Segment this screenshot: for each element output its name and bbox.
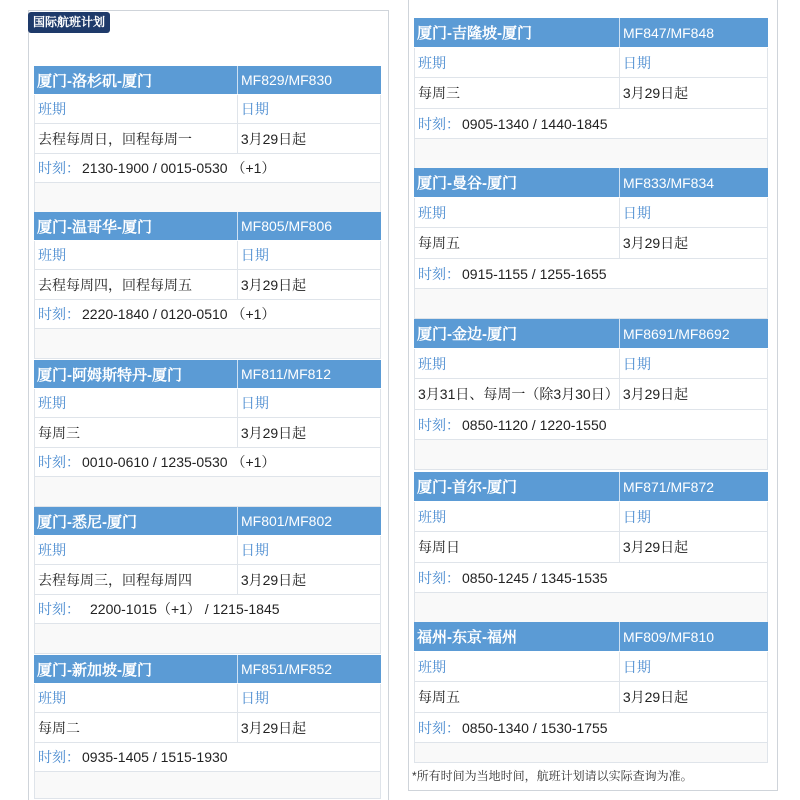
section-badge: 国际航班计划 [28, 12, 110, 33]
time-cell [415, 410, 767, 439]
spacer-row [34, 329, 381, 359]
value-row [414, 532, 768, 563]
start-date-value: 3月29日起 [619, 532, 767, 562]
schedule-value: 每周二 [38, 719, 80, 736]
date-label: 日期 [619, 502, 767, 531]
schedule-value: 每周五 [418, 235, 460, 251]
spacer-row [414, 743, 768, 763]
flight-card [414, 168, 768, 319]
route-name: 厦门-首尔-厦门 [417, 479, 517, 496]
card-header [34, 66, 381, 95]
date-label: 日期 [619, 349, 767, 378]
flight-card [34, 360, 381, 507]
time-row [414, 410, 768, 440]
card-header [414, 18, 768, 48]
label-row [414, 502, 768, 532]
route-name: 厦门-洛杉矶-厦门 [37, 72, 152, 90]
time-value: 0850-1245 / 1345-1535 [462, 569, 608, 586]
schedule-label: 班期 [418, 355, 446, 372]
route-name: 厦门-吉隆坡-厦门 [417, 25, 532, 42]
flight-card [34, 66, 381, 213]
label-row [34, 536, 381, 565]
time-label: 时刻： [38, 601, 80, 617]
card-header [34, 360, 381, 389]
time-row [414, 259, 768, 289]
time-label: 时刻： [418, 265, 460, 282]
route-name: 福州-东京-福州 [417, 629, 517, 646]
start-date-value: 3月29日起 [619, 682, 767, 712]
time-label: 时刻： [38, 454, 80, 470]
time-value: 0850-1340 / 1530-1755 [462, 719, 608, 736]
route-name: 厦门-阿姆斯特丹-厦门 [37, 366, 182, 384]
card-header [414, 622, 768, 652]
schedule-label: 班期 [38, 542, 66, 558]
time-value: 0010-0610 / 1235-0530 （+1） [82, 454, 276, 470]
flight-numbers: MF801/MF802 [237, 507, 381, 535]
date-label: 日期 [237, 389, 380, 417]
route-name: 厦门-金边-厦门 [417, 326, 517, 343]
time-label: 时刻： [418, 115, 460, 132]
value-row [34, 565, 381, 595]
schedule-label: 班期 [38, 101, 66, 117]
time-label: 时刻： [418, 416, 460, 433]
flight-card [414, 472, 768, 623]
flight-card [34, 655, 381, 799]
spacer-row [414, 139, 768, 169]
label-row [34, 389, 381, 418]
card-header [414, 168, 768, 198]
card-header [414, 319, 768, 349]
time-value: 2130-1900 / 0015-0530 （+1） [82, 160, 276, 176]
spacer-row [34, 477, 381, 507]
start-date-value: 3月29日起 [619, 228, 767, 258]
time-cell [35, 154, 380, 182]
schedule-label: 班期 [38, 395, 66, 411]
time-row [414, 713, 768, 743]
flight-numbers: MF805/MF806 [237, 212, 381, 240]
time-cell [415, 713, 767, 742]
schedule-label: 班期 [38, 690, 66, 706]
flight-card [414, 319, 768, 470]
time-value: 2220-1840 / 0120-0510 （+1） [82, 306, 276, 322]
time-row [34, 448, 381, 477]
time-label: 时刻： [418, 719, 460, 736]
label-row [34, 95, 381, 124]
label-row [414, 652, 768, 682]
value-row [414, 682, 768, 713]
flight-numbers: MF809/MF810 [619, 622, 768, 651]
value-row [34, 270, 381, 300]
time-label: 时刻： [38, 160, 80, 176]
label-row [34, 241, 381, 270]
label-row [34, 684, 381, 713]
time-row [414, 109, 768, 139]
start-date-value: 3月29日起 [237, 565, 380, 594]
time-row [34, 300, 381, 329]
time-row [34, 595, 381, 624]
value-row [414, 379, 768, 410]
schedule-value: 去程每周三，回程每周四 [38, 571, 192, 588]
time-cell [35, 595, 380, 623]
value-row [34, 418, 381, 448]
time-cell [415, 563, 767, 592]
flight-numbers: MF847/MF848 [619, 18, 768, 47]
start-date-value: 3月29日起 [237, 124, 380, 153]
start-date-value: 3月29日起 [237, 270, 380, 299]
card-header [34, 212, 381, 241]
start-date-value: 3月29日起 [237, 713, 380, 742]
schedule-value: 每周三 [38, 424, 80, 441]
schedule-label: 班期 [418, 658, 446, 675]
schedule-value: 每周五 [418, 689, 460, 705]
time-cell [35, 743, 380, 771]
start-date-value: 3月29日起 [619, 379, 767, 409]
time-value: 0850-1120 / 1220-1550 [462, 416, 607, 433]
time-label: 时刻： [38, 306, 80, 322]
flight-numbers: MF8691/MF8692 [619, 319, 768, 348]
date-label: 日期 [237, 684, 380, 712]
label-row [414, 349, 768, 379]
time-value: 0905-1340 / 1440-1845 [462, 115, 608, 132]
value-row [414, 78, 768, 109]
schedule-value: 每周三 [418, 85, 460, 101]
schedule-label: 班期 [38, 247, 66, 263]
schedule-value: 去程每周四，回程每周五 [38, 276, 192, 293]
time-cell [35, 448, 380, 476]
value-row [34, 124, 381, 154]
time-cell [415, 259, 767, 288]
time-value: 2200-1015（+1） / 1215-1845 [90, 601, 280, 617]
time-cell [415, 109, 767, 138]
route-name: 厦门-温哥华-厦门 [37, 218, 152, 236]
label-row [414, 48, 768, 78]
spacer-row [414, 593, 768, 623]
spacer-row [414, 440, 768, 470]
card-header [414, 472, 768, 502]
time-label: 时刻： [418, 569, 460, 586]
flight-card [414, 18, 768, 169]
value-row [34, 713, 381, 743]
time-cell [35, 300, 380, 328]
schedule-label: 班期 [418, 204, 446, 221]
label-row [414, 198, 768, 228]
card-header [34, 507, 381, 536]
time-row [34, 743, 381, 772]
flight-card [414, 622, 768, 763]
value-row [414, 228, 768, 259]
start-date-value: 3月29日起 [619, 78, 767, 108]
flight-card [34, 507, 381, 654]
time-row [414, 563, 768, 593]
schedule-label: 班期 [418, 508, 446, 525]
schedule-label: 班期 [418, 54, 446, 71]
card-header [34, 655, 381, 684]
schedule-value: 去程每周日，回程每周一 [38, 130, 192, 147]
footnote: *所有时间为当地时间，航班计划请以实际查询为准。 [412, 769, 693, 783]
date-label: 日期 [619, 652, 767, 681]
flight-numbers: MF833/MF834 [619, 168, 768, 197]
date-label: 日期 [619, 48, 767, 77]
route-name: 厦门-悉尼-厦门 [37, 513, 137, 531]
spacer-row [34, 624, 381, 654]
flight-numbers: MF851/MF852 [237, 655, 381, 683]
date-label: 日期 [619, 198, 767, 227]
flight-numbers: MF829/MF830 [237, 66, 381, 94]
spacer-row [414, 289, 768, 319]
time-label: 时刻： [38, 749, 80, 765]
date-label: 日期 [237, 95, 380, 123]
flight-numbers: MF871/MF872 [619, 472, 768, 501]
route-name: 厦门-新加坡-厦门 [37, 661, 152, 679]
start-date-value: 3月29日起 [237, 418, 380, 447]
schedule-value: 3月31日、每周一（除3月30日） [418, 386, 619, 402]
date-label: 日期 [237, 241, 380, 269]
time-value: 0935-1405 / 1515-1930 [82, 749, 228, 765]
flight-card [34, 212, 381, 359]
time-row [34, 154, 381, 183]
route-name: 厦门-曼谷-厦门 [417, 175, 517, 192]
schedule-value: 每周日 [418, 539, 460, 555]
spacer-row [34, 183, 381, 213]
spacer-row [34, 772, 381, 799]
time-value: 0915-1155 / 1255-1655 [462, 265, 607, 282]
flight-numbers: MF811/MF812 [237, 360, 381, 388]
date-label: 日期 [237, 536, 380, 564]
